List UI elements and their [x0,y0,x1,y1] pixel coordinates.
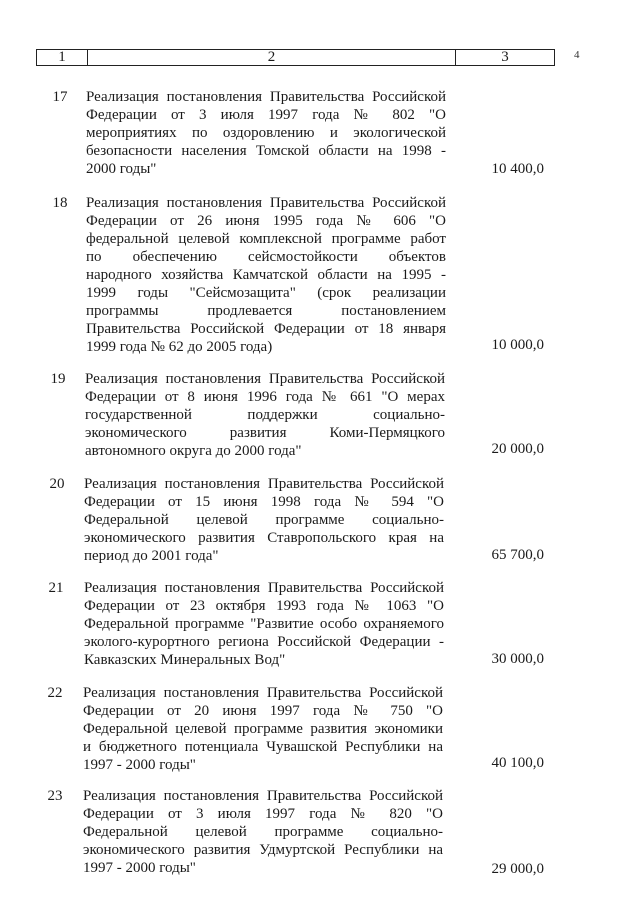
row-number: 22 [47,685,63,701]
description-line: государственной поддержки социально- [85,407,445,423]
description-line: 1999 годы "Сейсмозащита" (срок реализации [86,285,446,301]
description-line: экономического развития Удмуртской Республики на [83,842,443,858]
row-number: 17 [52,89,68,105]
description-line: федеральной целевой комплексной программе работ [86,231,446,247]
description-line: мероприятиях по оздоровлению и экологической [86,125,446,141]
description-line: и бюджетного потенциала Чувашской Республики на [83,739,443,755]
description-line: автономного округа до 2000 года" [85,443,302,459]
row-number: 21 [48,580,64,596]
row-amount: 30 000,0 [491,651,544,667]
header-col-2: 2 [88,50,456,65]
description-line: 1997 - 2000 годы" [83,860,196,876]
row-description [83,787,443,877]
description-line: 1999 года № 62 до 2005 года) [86,339,273,355]
description-line: Реализация постановления Правительства Российской [85,371,445,387]
description-line: Федерации от 15 июня 1998 года № 594 "О [84,494,444,510]
description-line: Реализация постановления Правительства Российской [84,476,444,492]
row-amount: 40 100,0 [491,755,544,771]
description-line: 1997 - 2000 годы" [83,757,196,773]
description-line: Кавказских Минеральных Вод" [84,652,286,668]
row-number: 23 [47,788,63,804]
header-col-3: 3 [501,49,509,65]
description-line: Федерации от 23 октября 1993 года № 1063 "О [84,598,444,614]
row-amount: 10 000,0 [491,337,544,353]
row-amount: 20 000,0 [491,441,544,457]
description-line: безопасности населения Томской области на 1998 - [86,143,446,159]
description-line: Реализация постановления Правительства Российской [83,788,443,804]
description-line: экономического развития Ставропольского края на [84,530,444,546]
row-description [85,370,445,460]
page-number: 4 [574,49,580,61]
row-amount: 65 700,0 [491,547,544,563]
description-line: Правительства Российской Федерации от 18 января [86,321,446,337]
description-line: Реализация постановления Правительства Российской [83,685,443,701]
description-line: экономического развития Коми-Пермяцкого [85,425,445,441]
description-line: Федерации от 8 июня 1996 года № 661 "О мерах [85,389,445,405]
description-line: Федерации от 3 июля 1997 года № 802 "О [86,107,446,123]
description-line: эколого-курортного региона Российской Федерации - [84,634,444,650]
row-number: 18 [52,195,68,211]
row-number: 19 [50,371,66,387]
description-line: по обеспечению сейсмостойкости объектов [86,249,446,265]
description-line: программы продлевается постановлением [86,303,446,319]
row-description [84,579,444,669]
row-description [84,475,444,565]
description-line: Федерации от 26 июня 1995 года № 606 "О [86,213,446,229]
description-line: Федеральной программе "Развитие особо охраняемого [84,616,444,632]
row-number: 20 [49,476,65,492]
description-line: народного хозяйства Камчатской области на 1995 - [86,267,446,283]
row-amount: 10 400,0 [491,161,544,177]
description-line: Федерации от 20 июня 1997 года № 750 "О [83,703,443,719]
row-amount: 29 000,0 [491,861,544,877]
description-line: Реализация постановления Правительства Российской [84,580,444,596]
description-line: 2000 годы" [86,161,157,177]
description-line: Федерации от 3 июля 1997 года № 820 "О [83,806,443,822]
row-description [86,194,446,356]
description-line: Реализация постановления Правительства Российской [86,195,446,211]
row-description [86,88,446,178]
description-line: период до 2001 года" [84,548,219,564]
description-line: Федеральной целевой программе социально- [84,512,444,528]
description-line: Федеральной целевой программе социально- [83,824,443,840]
table-header-row [36,49,555,66]
description-line: Реализация постановления Правительства Российской [86,89,446,105]
description-line: Федеральной целевой программе развития экономики [83,721,443,737]
row-description [83,684,443,774]
header-col-1: 1 [37,50,88,65]
